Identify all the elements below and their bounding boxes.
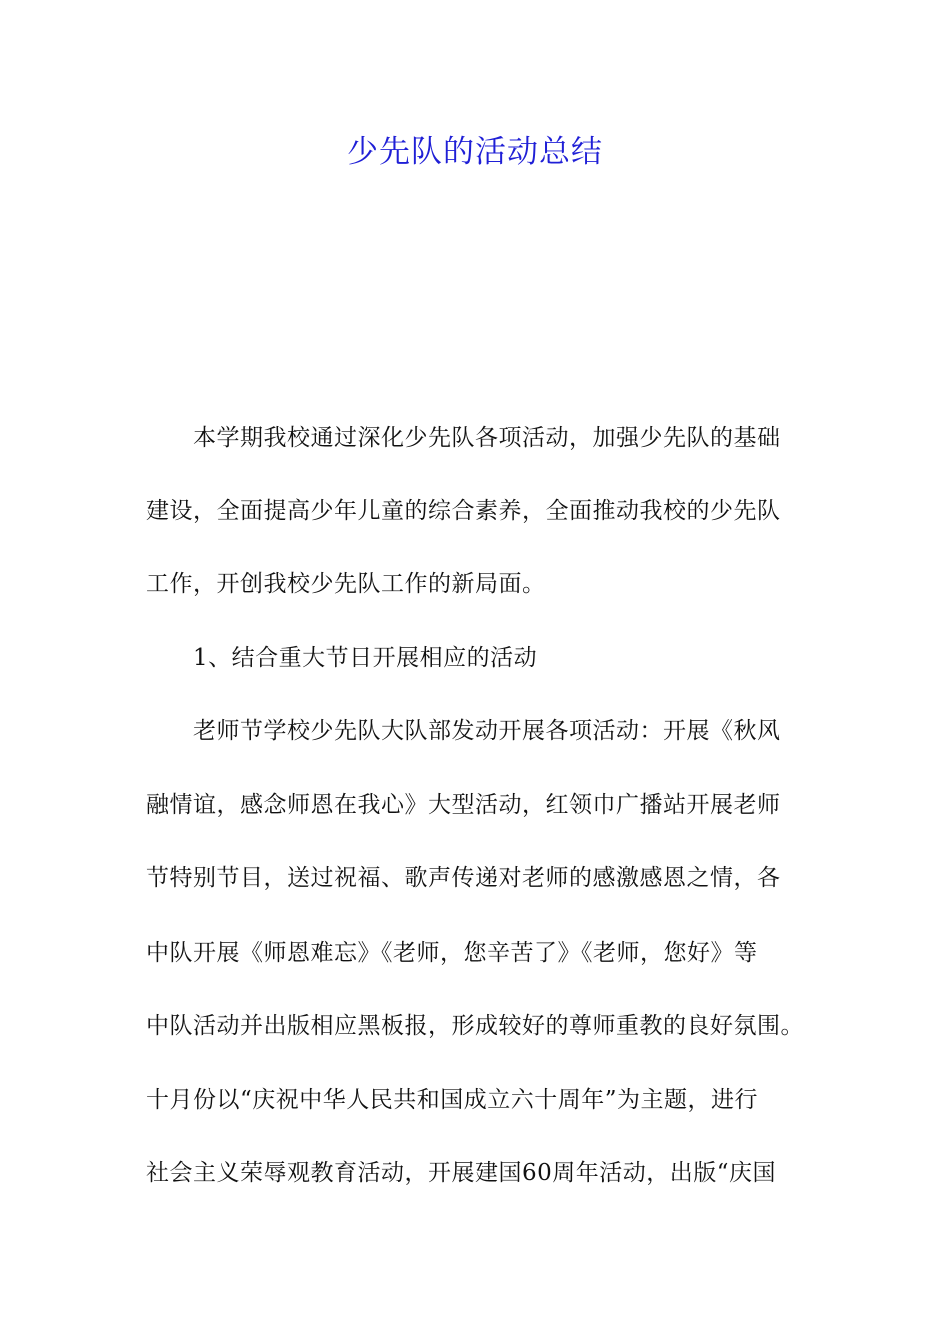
paragraph-1-line-3: 工作，开创我校少先队工作的新局面。 xyxy=(146,571,546,597)
paragraph-1-line-1: 本学期我校通过深化少先队各项活动，加强少先队的基础 xyxy=(193,425,781,451)
paragraph-2-line-3: 节特别节目，送过祝福、歌声传递对老师的感激感恩之情，各 xyxy=(146,865,781,891)
paragraph-2-line-7: 社会主义荣辱观教育活动，开展建国60周年活动，出版“庆国 xyxy=(146,1160,777,1186)
paragraph-2-line-4: 中队开展《师恩难忘》《老师，您辛苦了》《老师，您好》等 xyxy=(146,940,758,966)
paragraph-2-line-6: 十月份以“庆祝中华人民共和国成立六十周年”为主题，进行 xyxy=(146,1087,759,1113)
paragraph-2-line-2: 融情谊，感念师恩在我心》大型活动，红领巾广播站开展老师 xyxy=(146,792,781,818)
paragraph-2-line-1: 老师节学校少先队大队部发动开展各项活动：开展《秋风 xyxy=(193,718,781,744)
section-heading-1: 1、结合重大节日开展相应的活动 xyxy=(193,645,538,671)
paragraph-2-line-5: 中队活动并出版相应黑板报，形成较好的尊师重教的良好氛围。 xyxy=(146,1013,804,1039)
paragraph-1-line-2: 建设，全面提高少年儿童的综合素养，全面推动我校的少先队 xyxy=(146,498,781,524)
document-title: 少先队的活动总结 xyxy=(347,134,603,170)
